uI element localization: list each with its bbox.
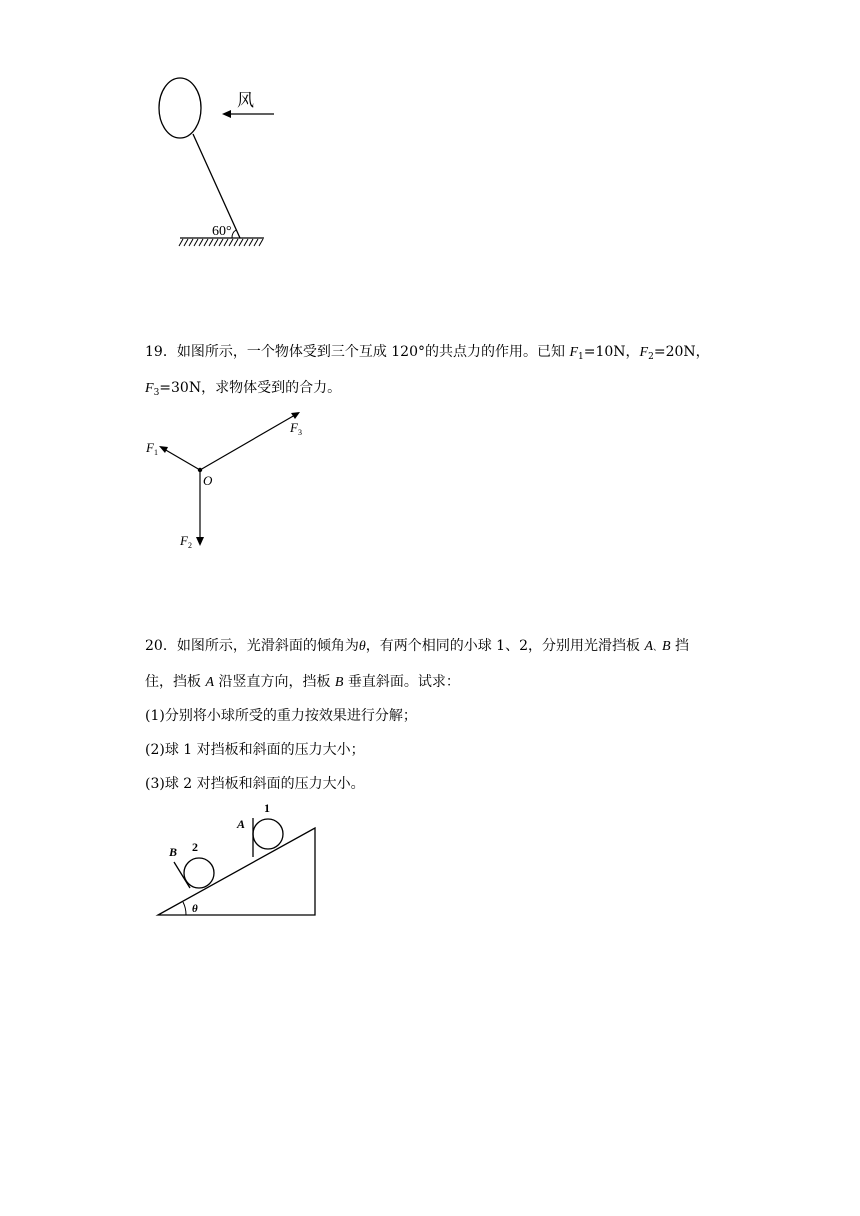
- angle-label: 60°: [212, 224, 232, 239]
- q20-line-2: [145, 672, 460, 693]
- board-a-symbol-2: A: [205, 675, 215, 690]
- q19-line-2: [145, 378, 341, 399]
- label-theta: θ: [192, 903, 198, 915]
- incline-triangle: [158, 828, 315, 915]
- q20-sub-3: (3)球 2 对挡板和斜面的压力大小。: [145, 776, 365, 792]
- angle-arc: [232, 230, 236, 238]
- ground-hatch: [179, 239, 263, 246]
- q20-text-a: 如图所示，光滑斜面的倾角为: [176, 638, 359, 654]
- q20-text-f: 垂直斜面。试求：: [343, 674, 460, 690]
- label-b: B: [169, 845, 178, 859]
- f2-label: $F_2$: [180, 533, 192, 550]
- q20-number: 20．: [145, 638, 177, 654]
- f1-symbol: F: [569, 345, 579, 360]
- ball-2: [184, 858, 214, 888]
- f3-value: =30N，求物体受到的合力。: [159, 380, 342, 396]
- theta-symbol: θ: [358, 639, 366, 654]
- q20-comma: 、: [653, 643, 663, 653]
- f3-arrow: [200, 415, 295, 470]
- q20-sub-1: (1)分别将小球所受的重力按效果进行分解；: [145, 708, 417, 724]
- f3-label: $F_3$: [290, 420, 302, 437]
- q20-text-c: 挡: [670, 638, 690, 654]
- f2-sub: 2: [648, 352, 654, 362]
- ball-1: [253, 819, 283, 849]
- label-a: A: [237, 817, 246, 831]
- f1-sub: 1: [578, 352, 584, 362]
- q20-text-d: 住，挡板: [145, 674, 206, 690]
- balloon-string: [193, 134, 240, 238]
- q20-line-1: [145, 636, 689, 658]
- balloon: [159, 78, 201, 138]
- board-b: [174, 862, 190, 888]
- q20-text-b: ，有两个相同的小球 1、2，分别用光滑挡板: [365, 638, 645, 654]
- wind-label: 风: [237, 91, 254, 111]
- wind-arrow-head: [222, 110, 231, 118]
- q19-line-1: [145, 342, 710, 363]
- q19-number: 19．: [145, 344, 177, 360]
- forces-figure: [140, 408, 320, 553]
- board-b-symbol: B: [662, 639, 671, 654]
- f2-arrow-head: [196, 537, 204, 546]
- f2-value: =20N，: [653, 344, 710, 360]
- f2-symbol: F: [639, 345, 649, 360]
- f1-arrow: [164, 449, 200, 470]
- f3-arrow-head: [291, 412, 300, 419]
- q20-text-e: 沿竖直方向，挡板: [214, 674, 335, 690]
- q20-sub-2: (2)球 1 对挡板和斜面的压力大小；: [145, 742, 365, 758]
- f1-value: =10N，: [583, 344, 640, 360]
- label-2: 2: [192, 840, 198, 854]
- theta-arc: [183, 902, 186, 915]
- f1-label: $F_1$: [146, 440, 158, 457]
- board-a-symbol: A: [644, 639, 653, 654]
- f3-sub: 3: [153, 388, 160, 398]
- label-1: 1: [264, 801, 270, 815]
- wind-balloon-figure: [150, 72, 290, 252]
- board-b-symbol-2: B: [334, 675, 344, 690]
- incline-figure: [150, 798, 325, 923]
- f3-symbol: F: [145, 381, 154, 396]
- q19-text-a: 如图所示，一个物体受到三个互成 120°的共点力的作用。已知: [176, 344, 570, 360]
- origin-label: O: [203, 473, 213, 488]
- f1-arrow-head: [159, 446, 168, 453]
